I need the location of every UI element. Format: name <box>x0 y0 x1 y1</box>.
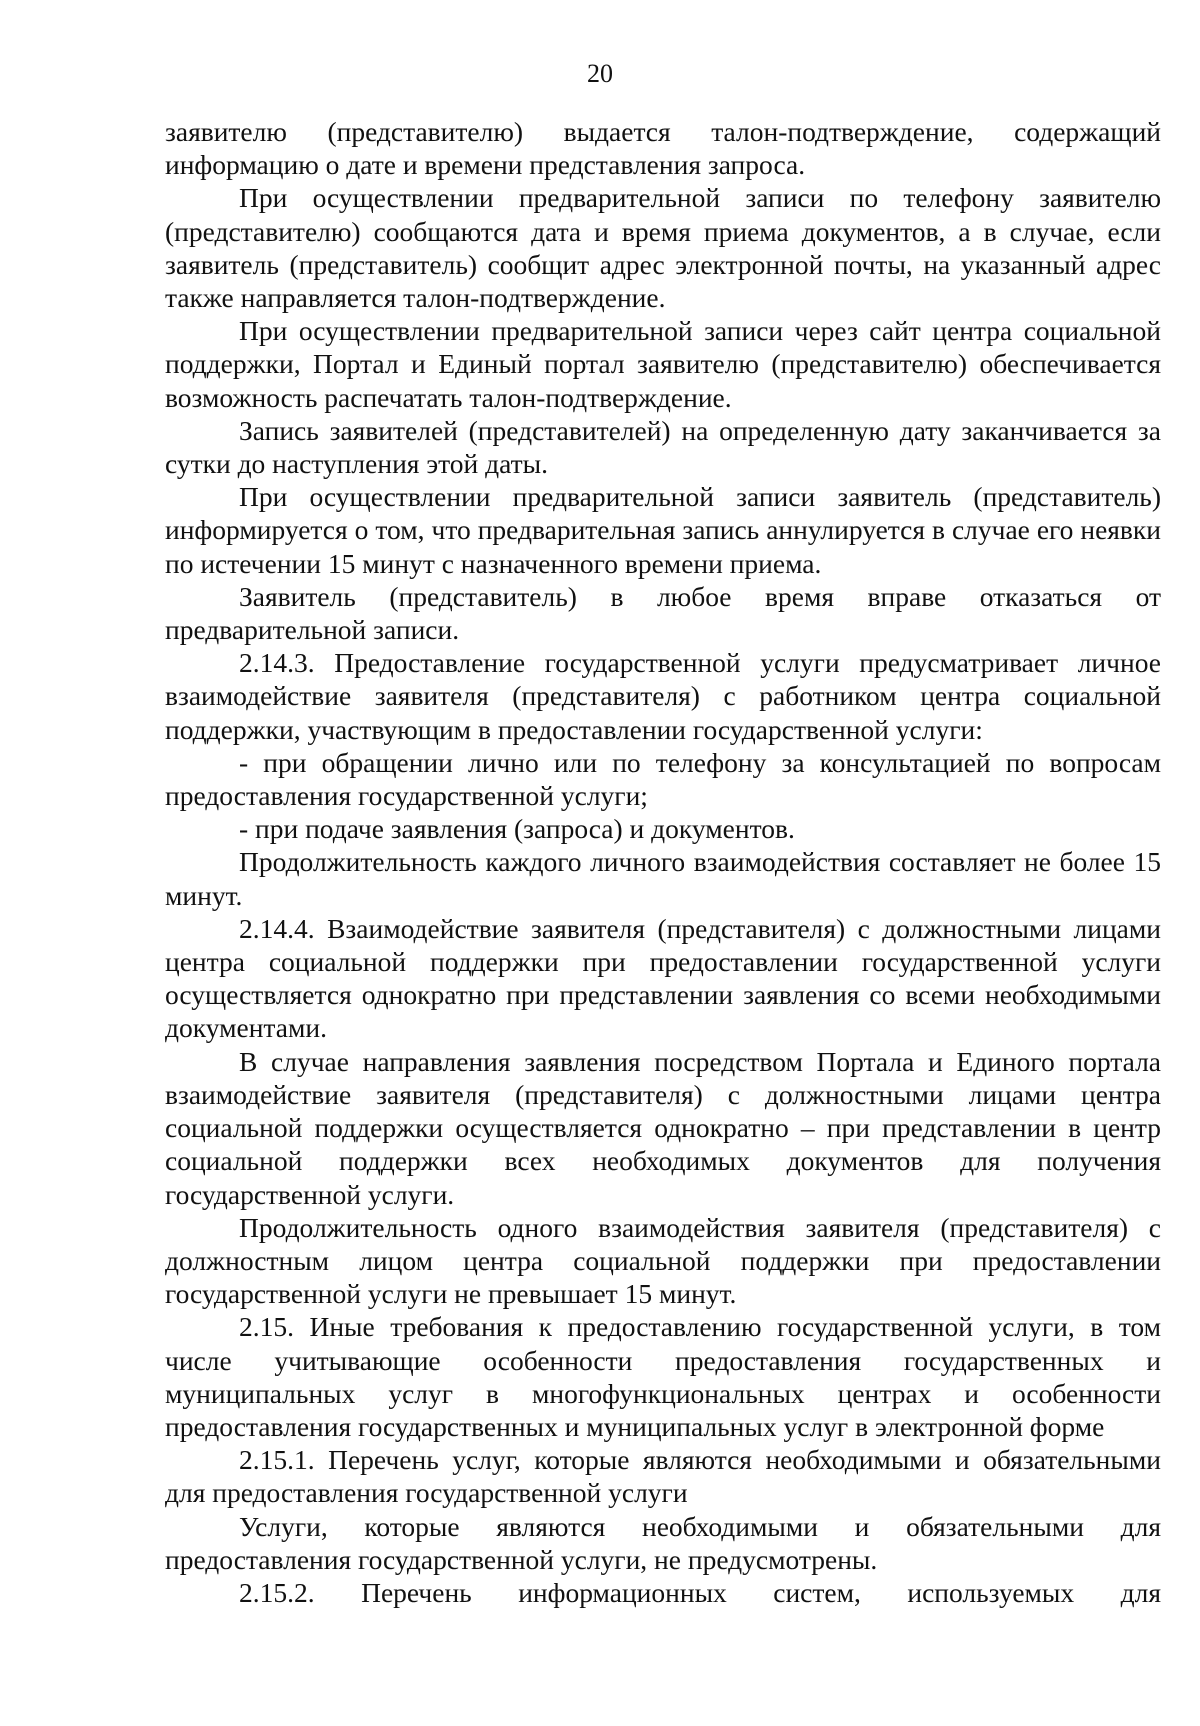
document-body <box>165 115 1161 1609</box>
paragraph-5: При осуществлении предварительной записи заявитель (представитель) информируется о том, что предварительная запись аннулируется в случае его неявки по истечении 15 минут с назначенного времени приема. <box>165 481 1161 579</box>
paragraph-8: - при обращении лично или по телефону за консультацией по вопросам предоставления государственной услуги; <box>165 746 1161 812</box>
paragraph-6: Заявитель (представитель) в любое время вправе отказаться от предварительной записи. <box>165 580 1161 646</box>
paragraph-11: 2.14.4. Взаимодействие заявителя (представителя) с должностными лицами центра социальной поддержки при предоставлении государственной услуги осуществляется однократно при представлении заявления со всеми необходимыми документами. <box>165 912 1161 1044</box>
paragraph-2: При осуществлении предварительной записи по телефону заявителю (представителю) сообщаются дата и время приема документов, а в случае, если заявитель (представитель) сообщит адрес электронной почты, на указанный адрес также направляется талон-подтверждение. <box>165 182 1161 314</box>
paragraph-12: В случае направления заявления посредством Портала и Единого портала взаимодействие заявителя (представителя) с должностными лицами центра социальной поддержки осуществляется однократно – при представлении в центр социальной поддержки всех необходимых документов для получения государственной услуги. <box>165 1045 1161 1210</box>
paragraph-7: 2.14.3. Предоставление государственной услуги предусматривает личное взаимодействие заявителя (представителя) с работником центра социальной поддержки, участвующим в предоставлении государственной услуги: <box>165 647 1161 745</box>
paragraph-13: Продолжительность одного взаимодействия заявителя (представителя) с должностным лицом центра социальной поддержки при предоставлении государственной услуги не превышает 15 минут. <box>165 1211 1161 1310</box>
paragraph-3: При осуществлении предварительной записи через сайт центра социальной поддержки, Портал и Единый портал заявителю (представителю) обеспечивается возможность распечатать талон-подтверждение. <box>165 315 1161 413</box>
paragraph-9: - при подаче заявления (запроса) и документов. <box>239 813 795 845</box>
paragraph-1: заявителю (представителю) выдается талон-подтверждение, содержащий информацию о дате и времени представления запроса. <box>165 116 1161 181</box>
section-heading-2-15-2: 2.15.2. Перечень информационных систем, используемых для <box>239 1576 1161 1608</box>
paragraph-10: Продолжительность каждого личного взаимодействия составляет не более 15 минут. <box>165 846 1161 911</box>
paragraph-16: Услуги, которые являются необходимыми и обязательными для предоставления государственной услуги, не предусмотрены. <box>165 1510 1161 1575</box>
page-number: 20 <box>587 59 613 88</box>
paragraph-4: Запись заявителей (представителей) на определенную дату заканчивается за сутки до наступления этой даты. <box>165 414 1161 480</box>
section-heading-2-15: 2.15. Иные требования к предоставлению государственной услуги, в том числе учитывающие особенности предоставления государственных и муниципальных услуг в многофункциональных центрах и особенности предоставления государственных и муниципальных услуг в электронной форме <box>165 1311 1161 1442</box>
section-heading-2-15-1: 2.15.1. Перечень услуг, которые являются необходимыми и обязательными для предоставления государственной услуги <box>165 1444 1161 1509</box>
